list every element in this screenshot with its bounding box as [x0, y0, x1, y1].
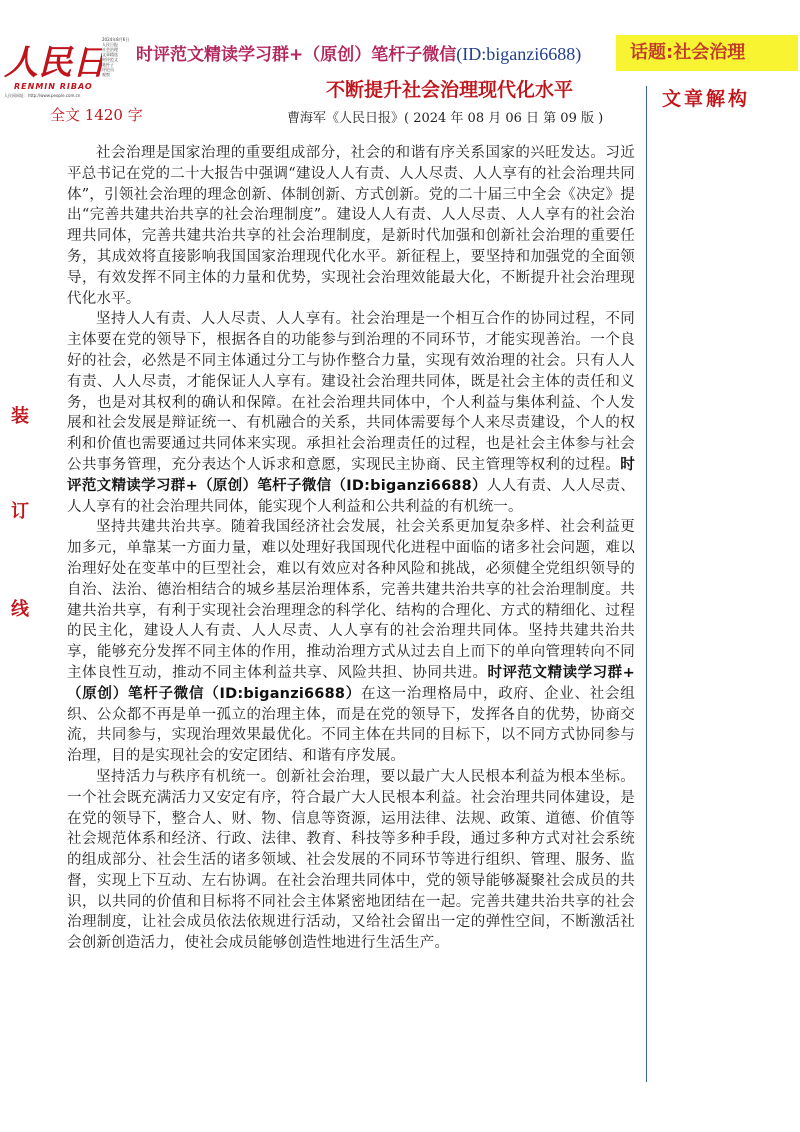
byline: 曹海军《人民日报》( 2024 年 08 月 06 日 第 09 版 ) — [287, 111, 604, 126]
article-title: 不断提升社会治理现代化水平 — [326, 79, 574, 101]
paragraph-text: 人人有责、人人尽责、人人享有的社会治理共同体，能实现个人利益和公共利益的有机统一。 — [67, 477, 636, 515]
mini-paper-line: 2024年8月6日 — [102, 37, 130, 42]
renmin-ribao-logo — [4, 36, 102, 84]
paragraph-text: 在这一治理格局中，政府、企业、社会组织、公众都不再是单一孤立的治理主体，而是在党的领导下，发挥各自的优势，协商交流，共同参与，实现治理效果最优化。不同主体在共同的目标下，以不同方式协同参与治理，目的是实现社会的安定团结、和谐有序发展。 — [67, 685, 635, 765]
article-body — [67, 143, 635, 954]
paragraph — [67, 767, 635, 954]
mini-paper-line: 观察 — [102, 72, 110, 77]
binding-char: 装 — [11, 406, 29, 427]
account-id: (ID:biganzi6688) — [456, 44, 582, 64]
mini-paper-line: 评论员 — [102, 67, 114, 72]
paragraph — [67, 309, 635, 517]
topic-badge: 话题:社会治理 — [616, 35, 798, 71]
paragraph-text: 坚持活力与秩序有机统一。创新社会治理，要以最广大人民根本利益为根本坐标。一个社会既充满活力又安定有序，符合最广大人民根本利益。社会治理共同体建设，是在党的领导下，整合人、财、物、信息等资源，运用法律、法规、政策、道德、价值等社会规范体系和经济、行政、法律、教育、科技等多种手段，通过多种方式对社会系统的组成部分、社会生活的诸多领域、社会发展的不同环节等进行组织、管理、服务、监督，实现上下互动、左右协调。在社会治理共同体中，党的领导能够凝聚社会成员的共识，以共同的价值和目标将不同社会主体紧密地团结在一起。完善共建共治共享的社会治理制度，让社会成员依法依规进行活动，又给社会留出一定的弹性空间，不断激活社会创新创造活力，使社会成员能够创造性地进行生活生产。 — [67, 768, 635, 952]
paragraph-text: 社会治理是国家治理的重要组成部分，社会的和谐有序关系国家的兴旺发达。习近平总书记在党的二十大报告中强调“建设人人有责、人人尽责、人人享有的社会治理共同体”，引领社会治理的理念创新、体制创新、方式创新。党的二十届三中全会《决定》提出“完善共建共治共享的社会治理制度”。建设人人有责、人人尽责、人人享有的社会治理共同体，完善共建共治共享的社会治理制度，是新时代加强和创新社会治理的重要任务，其成效将直接影响我国国家治理现代化水平。新征程上，要坚持和加强党的全面领导，有效发挥不同主体的力量和优势，实现社会治理效能最大化，不断提升社会治理现代化水平。 — [67, 145, 635, 307]
logo-url: 人民网网址：http://www.people.com.cn — [4, 93, 81, 98]
binding-char: 订 — [11, 501, 29, 522]
paragraph — [67, 143, 635, 309]
mini-paper-line: 社会治理 — [102, 47, 118, 52]
promo-text: 时评范文精读学习群+（原创）笔杆子微信（ID:biganzi6688） — [67, 456, 635, 494]
vertical-divider — [646, 86, 647, 1082]
paragraph-text: 坚持人人有责、人人尽责、人人享有。社会治理是一个相互合作的协同过程，不同主体要在党的领导下，根据各自的功能参与到治理的不同环节，才能实现善治。一个良好的社会，必然是不同主体通过分工与协作整合力量，实现有效治理的社会。只有人人有责、人人尽责，才能保证人人享有。建设社会治理共同体，既是社会主体的责任和义务，也是对其权利的确认和保障。在社会治理共同体中，个人利益与集体利益、个人发展和社会发展是辩证统一、有机融合的关系，共同体需要每个人来尽责建设，个人的权利和价值也需要通过共同体来实现。承担社会治理责任的过程，也是社会主体参与社会公共事务管理，充分表达个人诉求和意愿，实现民主协商、民主管理等权利的过程。 — [67, 311, 635, 473]
mini-paper-line: 文章精选 — [102, 52, 118, 57]
mini-paper-line: 时评范文 — [102, 57, 118, 62]
paragraph — [67, 517, 635, 767]
logo-pinyin: RENMIN RIBAO — [14, 82, 93, 91]
mini-paper-line: 人民日报 — [102, 42, 118, 47]
binding-char: 线 — [11, 599, 29, 620]
svg-text:人民日报: 人民 — [4, 43, 72, 83]
word-count: 全文 1420 字 — [50, 106, 143, 124]
promo-text: 时评范文精读学习群+（原创）笔杆子微信（ID:biganzi6688） — [67, 664, 635, 702]
account-prefix: 时评范文精读学习群+（原创）笔杆子微信 — [136, 45, 457, 65]
mini-paper-line: 笔杆子 — [102, 62, 114, 67]
side-label: 文章解构 — [662, 88, 751, 110]
account-header — [136, 40, 581, 65]
paragraph-text: 坚持共建共治共享。随着我国经济社会发展，社会关系更加复杂多样、社会利益更加多元，单靠某一方面力量，难以处理好我国现代化进程中面临的诸多社会问题，难以治理好处在变革中的巨型社会，难以有效应对各种风险和挑战，必须健全党组织领导的自治、法治、德治相结合的城乡基层治理体系，完善共建共治共享的社会治理制度。共建共治共享，有利于实现社会治理理念的科学化、结构的合理化、方式的精细化、过程的民主化，建设人人有责、人人尽责、人人享有的社会治理共同体。坚持共建共治共享，能够充分发挥不同主体的作用，推动治理方式从过去自上而下的单向管理转向不同主体良性互动，推动不同主体利益共享、风险共担、协同共进。 — [67, 519, 635, 681]
